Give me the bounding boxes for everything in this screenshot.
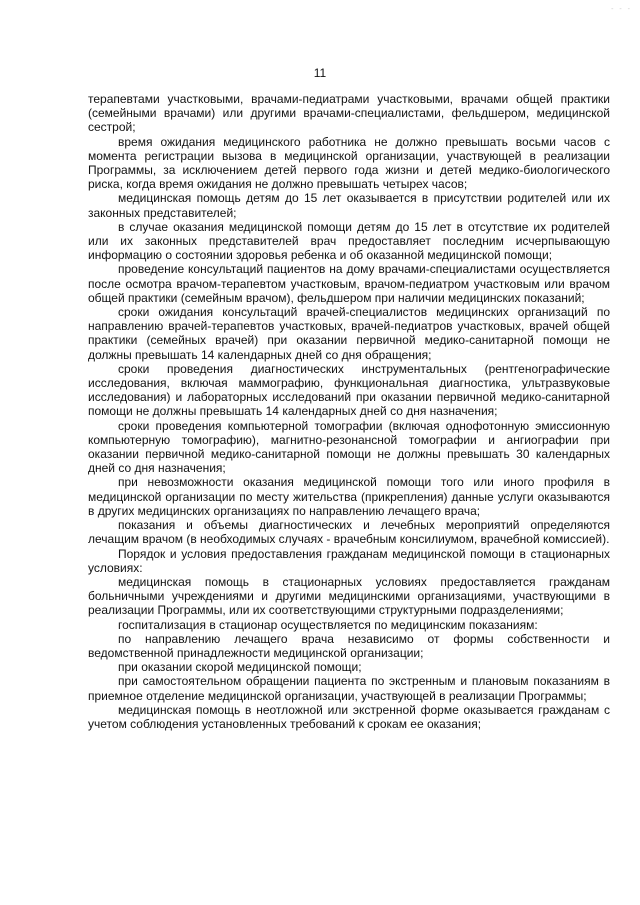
paragraph: сроки проведения компьютерной томографии (включая однофотонную эмиссионную компьютерную томографию), магнитно-резонансной томографии и ангиографии при оказании первичной медико-санитарной помощи не должны превышать 30 календарных дней со дня назначения; bbox=[88, 418, 610, 476]
paragraph: показания и объемы диагностических и лечебных мероприятий определяются лечащим врачом (в необходимых случаях - врачебным консилиумом, врачебной комиссией). bbox=[88, 518, 610, 547]
paragraph: Порядок и условия предоставления гражданам медицинской помощи в стационарных условиях: bbox=[88, 546, 610, 575]
paragraph: сроки проведения диагностических инструментальных (рентгенографические исследования, включая маммографию, функциональная диагностика, ультразвуковые исследования) и лабораторных исследований при оказании первичной медико-санитарной помощи не должны превышать 14 календарных дней со дня назначения; bbox=[88, 361, 610, 419]
document-body bbox=[88, 92, 610, 731]
paragraph: сроки ожидания консультаций врачей-специалистов медицинских организаций по направлению врачей-терапевтов участковых, врачей-педиатров участковых, врачей общей практики (семейных врачей) при оказании первичной медико-санитарной помощи не должны превышать 14 календарных дней со дня обращения; bbox=[88, 305, 610, 362]
paragraph: медицинская помощь детям до 15 лет оказывается в присутствии родителей или их законных представителей; bbox=[88, 191, 610, 220]
paragraph: при самостоятельном обращении пациента по экстренным и плановым показаниям в приемное отделение медицинской организации, участвующей в реализации Программы; bbox=[88, 674, 610, 703]
paragraph: проведение консультаций пациентов на дому врачами-специалистами осуществляется после осмотра врачом-терапевтом участковым, врачом-педиатром участковым или врачом общей практики (семейным врачом), фельдшером при наличии медицинских показаний; bbox=[88, 262, 610, 305]
paragraph: в случае оказания медицинской помощи детям до 15 лет в отсутствие их родителей или их законных представителей врач предоставляет последним исчерпывающую информацию о состоянии здоровья ребенка и об оказанной медицинской помощи; bbox=[88, 219, 610, 263]
paragraph: терапевтами участковыми, врачами-педиатрами участковыми, врачами общей практики (семейными врачами) или другими врачами-специалистами, фельдшером, медицинской сестрой; bbox=[88, 92, 610, 135]
page-number: 11 bbox=[313, 66, 327, 80]
corner-mark: - - - bbox=[611, 6, 632, 13]
paragraph: медицинская помощь в стационарных условиях предоставляется гражданам больничными учреждениями и другими медицинскими организациями, участвующими в реализации Программы, или их соответствующими структурными подразделениями; bbox=[88, 574, 610, 618]
paragraph: медицинская помощь в неотложной или экстренной форме оказывается гражданам с учетом соблюдения установленных требований к срокам ее оказания; bbox=[88, 702, 610, 731]
paragraph: при оказании скорой медицинской помощи; bbox=[118, 660, 362, 675]
paragraph: по направлению лечащего врача независимо от формы собственности и ведомственной принадлежности медицинской организации; bbox=[88, 631, 610, 660]
paragraph: время ожидания медицинского работника не должно превышать восьми часов с момента регистрации вызова в медицинской организации, участвующей в реализации Программы, за исключением детей первого года жизни и детей медико-биологического риска, когда время ожидания не должно превышать четырех часов; bbox=[88, 134, 610, 192]
paragraph: госпитализация в стационар осуществляется по медицинским показаниям: bbox=[118, 617, 538, 632]
paragraph: при невозможности оказания медицинской помощи того или иного профиля в медицинской организации по месту жительства (прикрепления) данные услуги оказываются в других медицинских организациях по направлению лечащего врача; bbox=[88, 475, 610, 518]
